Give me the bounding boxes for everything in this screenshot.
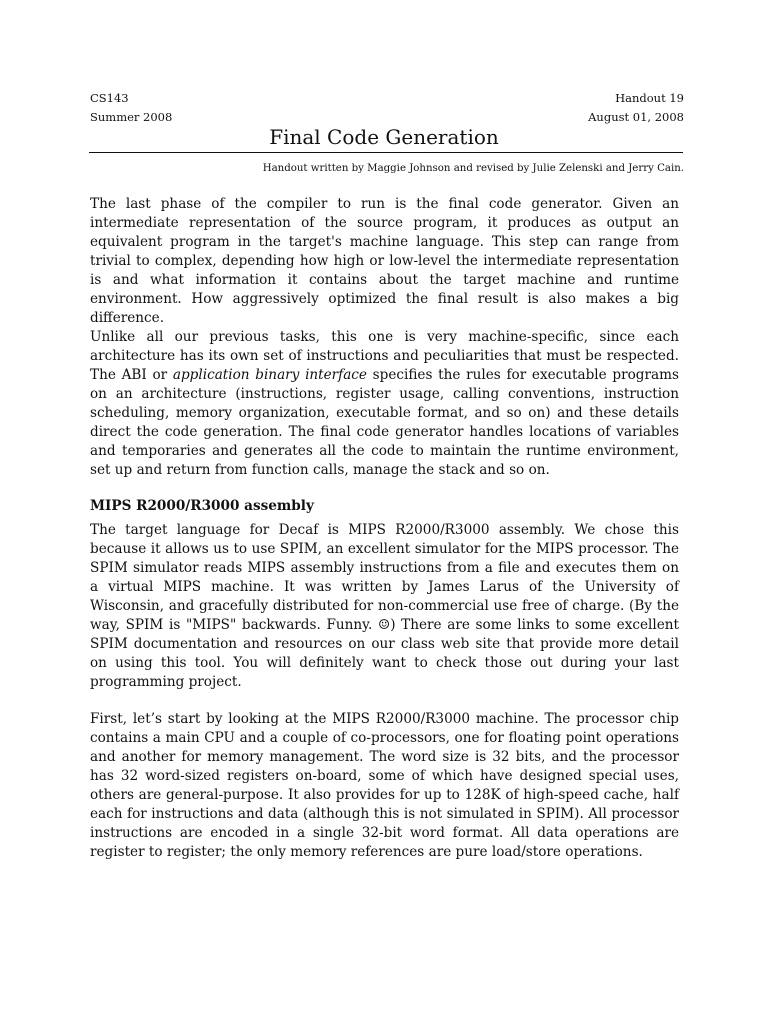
page-title: Final Code Generation	[269, 125, 499, 149]
handout-number: Handout 19	[615, 91, 684, 105]
abi-term: application binary interface	[172, 367, 367, 383]
course-code: CS143	[90, 91, 129, 105]
header-left	[90, 89, 172, 127]
paragraph-spim: The target language for Decaf is MIPS R2000/R3000 assembly. We chose this because it allows us to use SPIM, an excellent simulator for the MIPS processor. The SPIM simulator reads MIPS assembly instructions from a file and executes them on a virtual MIPS machine. It was written by James Larus of the University of Wisconsin, and gracefully distributed for non-commercial use free of charge. (By the way, SPIM is "MIPS" backwards. Funny. ☺) There are some links to some excellent SPIM documentation and resources on our class web site that provide more detail on using this tool. You will definitely want to check those out during your last programming project.	[90, 522, 679, 690]
paragraph-mips-machine: First, let’s start by looking at the MIPS R2000/R3000 machine. The processor chip contains a main CPU and a couple of co-processors, one for floating point operations and another for memory management. The word size is 32 bits, and the processor has 32 word-sized registers on-board, some of which have designed special uses, others are general-purpose. It also provides for up to 128K of high-speed cache, half each for instructions and data (although this is not simulated in SPIM). All processor instructions are encoded in a single 32-bit word format. All data operations are register to register; the only memory references are pure load/store operations.	[90, 711, 679, 860]
section-heading: MIPS R2000/R3000 assembly	[90, 498, 314, 514]
byline: Handout written by Maggie Johnson and revised by Julie Zelenski and Jerry Cain.	[262, 163, 684, 174]
paragraph-abi-part-b: specifies the rules for executable programs on an architecture (instructions, register usage, calling conventions, instruction scheduling, memory organization, executable format, and so on) and these details direct the code generation. The final code generator handles locations of variables and temporaries and generates all the code to maintain the runtime environment, set up and return from function calls, manage the stack and so on.	[90, 367, 679, 478]
handout-date: August 01, 2008	[588, 110, 684, 124]
term: Summer 2008	[90, 110, 173, 124]
paragraph-abi-part-a: Unlike all our previous tasks, this one is very machine-specific, since each architecture has its own set of instructions and peculiarities that must be respected. The ABI or	[90, 329, 679, 383]
paragraph-abi	[90, 328, 679, 480]
paragraph-intro: The last phase of the compiler to run is the final code generator. Given an intermediate representation of the source program, it produces as output an equivalent program in the target's machine language. This step can range from trivial to complex, depending how high or low-level the intermediate representation is and what information it contains about the target machine and runtime environment. How aggressively optimized the final result is also makes a big difference.	[90, 196, 679, 326]
header-right	[588, 89, 684, 127]
title-divider	[89, 152, 683, 153]
